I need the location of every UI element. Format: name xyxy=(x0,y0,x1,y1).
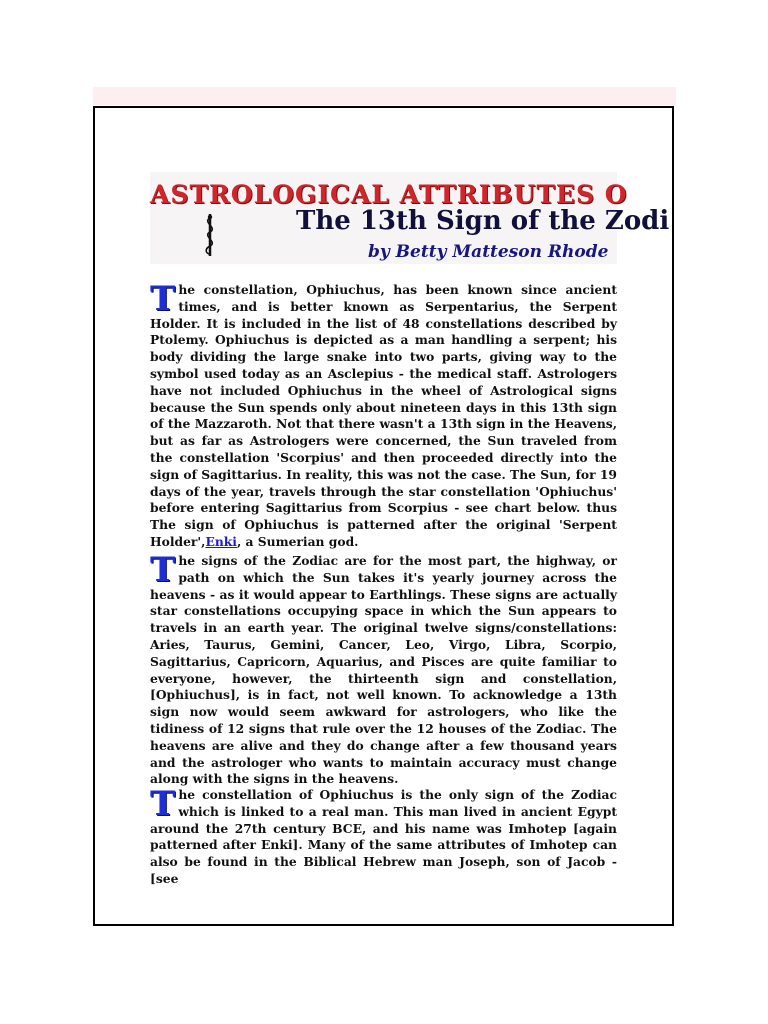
serpent-staff-icon xyxy=(200,212,220,258)
header-title: ASTROLOGICAL ATTRIBUTES O xyxy=(150,180,628,209)
article-header-banner xyxy=(150,172,670,264)
drop-cap: T xyxy=(150,279,176,319)
drop-cap: T xyxy=(150,550,176,590)
paragraph-text: he constellation of Ophiuchus is the only sign of the Zodiac which is linked to a real man. This man lived in ancient Egypt around the 27th century BCE, and his name was Imhotep [again patterned after Enki]. Many of the same attributes of Imhotep can also be found in the Biblical Hebrew man Joseph, son of Jacob - [see xyxy=(150,787,617,886)
paragraph-text: he constellation, Ophiuchus, has been known since ancient times, and is better known as Serpentarius, the Serpent Holder. It is included in the list of 48 constellations described by Ptolemy. Ophiuchus is depicted as a man handling a serpent; his body dividing the large snake into two parts, giving way to the symbol used today as an Asclepius - the medical staff. Astrologers have not included Ophiuchus in the wheel of Astrological signs because the Sun spends only about nineteen days in this 13th sign of the Mazzaroth. Not that there wasn't a 13th sign in the Heavens, but as far as Astrologers were concerned, the Sun traveled from the constellation 'Scorpius' and then proceeded directly into the sign of Sagittarius. In reality, this was not the case. The Sun, for 19 days of the year, travels through the star constellation 'Ophiuchus' before entering Sagittarius from Scorpius - see chart below. thus The sign of Ophiuchus is patterned after the original 'Serpent Holder', xyxy=(150,282,617,549)
paragraph-text: he signs of the Zodiac are for the most part, the highway, or path on which the Sun takes it's yearly journey across the heavens - as it would appear to Earthlings. These signs are actually star constellations occupying space in which the Sun appears to travels in an earth year. The original twelve signs/constellations: Aries, Taurus, Gemini, Cancer, Leo, Virgo, Libra, Scorpio, Sagittarius, Capricorn, Aquarius, and Pisces are quite familiar to everyone, however, the thirteenth sign and constellation, [Ophiuchus], is in fact, not well known. To acknowledge a 13th sign now would seem awkward for astrologers, who like the tidiness of 12 signs that rule over the 12 houses of the Zodiac. The heavens are alive and they do change after a few thousand years and the astrologer who wants to maintain accuracy must change along with the signs in the heavens. xyxy=(150,553,617,787)
enki-link[interactable]: Enki xyxy=(205,533,237,549)
article-paragraph xyxy=(150,279,617,551)
header-byline: by Betty Matteson Rhode xyxy=(368,242,609,262)
article-paragraph xyxy=(150,784,617,888)
header-subtitle: The 13th Sign of the Zodi xyxy=(296,206,670,236)
drop-cap: T xyxy=(150,784,176,824)
paragraph-text-end: , a Sumerian god. xyxy=(236,533,359,549)
article-paragraph xyxy=(150,550,617,788)
top-pink-strip xyxy=(93,87,676,105)
